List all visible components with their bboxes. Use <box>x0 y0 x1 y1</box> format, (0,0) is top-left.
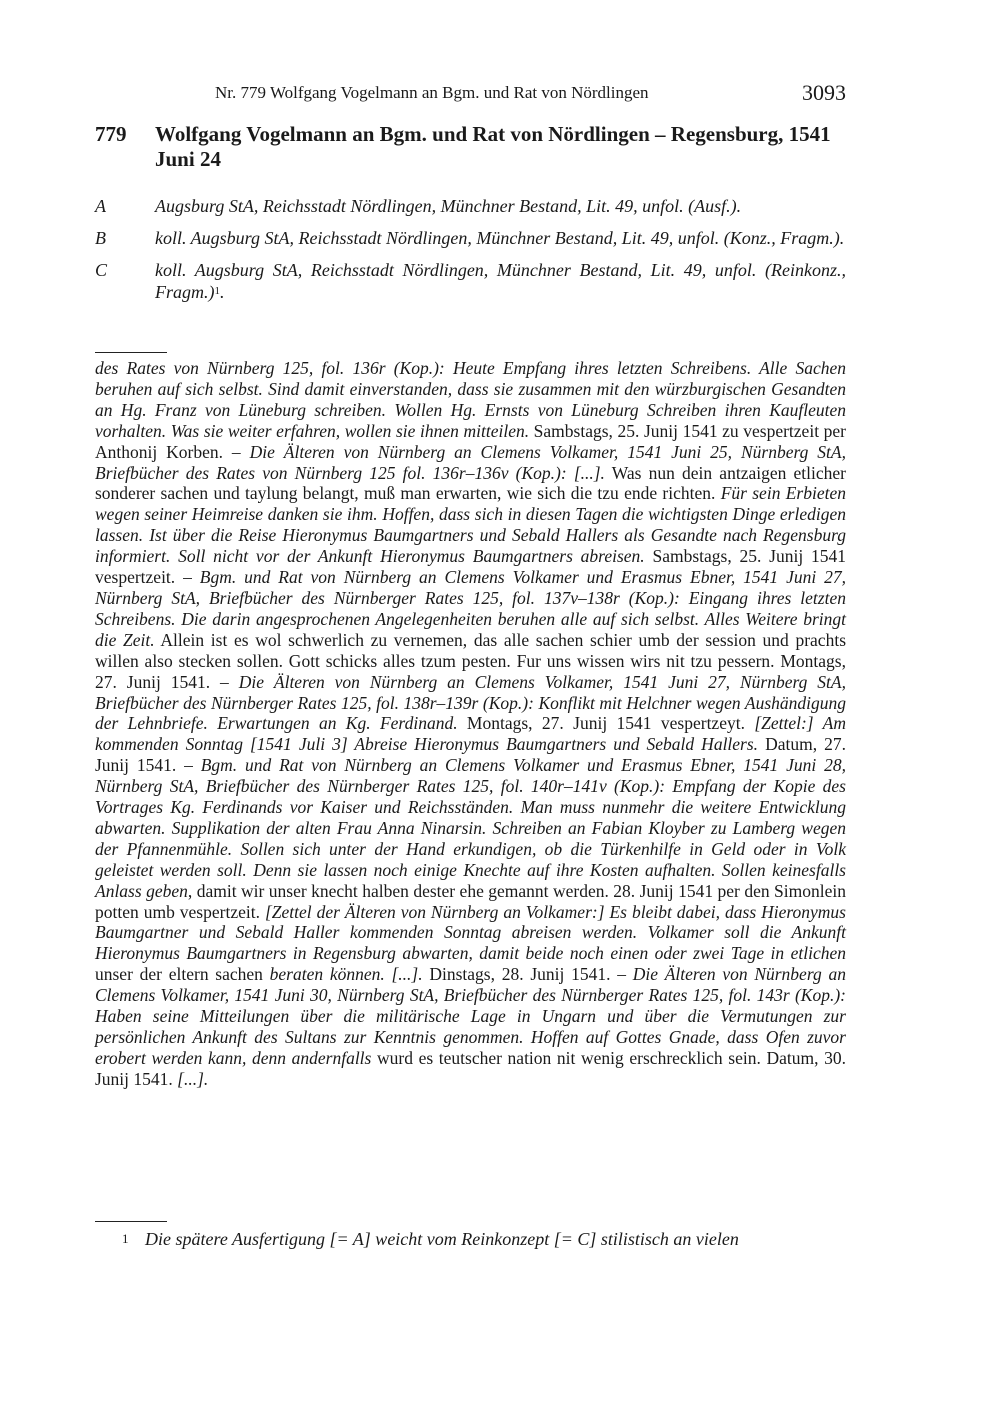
editorial-summary: des Rates von Nürnberg 125, fol. 136r (Kop.): Heute Empfang ihres letzten Schreibens. Alle Sachen beruhen auf sich selbst. Sind damit einverstanden, dass sie zusammen mit den würzburgischen Gesandten an Hg. Franz von Lüneburg schreiben. Wollen Hg. Ernsts von Lüneburg Schreiben ihren Kaufleuten vorhalten. Was sie weiter erfahren, wollen sie ihnen mitteilen. <box>95 358 846 441</box>
source-description: koll. Augsburg StA, Reichsstadt Nördlingen, Münchner Bestand, Lit. 49, unfol. (Reinkonz., Fragm.)$^1$. <box>155 260 846 302</box>
source-description: Augsburg StA, Reichsstadt Nördlingen, Münchner Bestand, Lit. 49, unfol. (Ausf.). <box>155 196 742 216</box>
source-list <box>95 195 846 313</box>
quoted-source-text: Montags, 27. Junij 1541 vespertzeyt. <box>457 713 755 734</box>
source-description: koll. Augsburg StA, Reichsstadt Nördlingen, Münchner Bestand, Lit. 49, unfol. (Konz., Fragm.). <box>155 228 845 248</box>
quoted-source-text: Dinstags, 28. Junij 1541. – <box>422 964 633 985</box>
document-title: Wolfgang Vogelmann an Bgm. und Rat von Nördlingen – Regensburg, 1541 Juni 24 <box>155 122 831 171</box>
quoted-source-text: unser der eltern sachen <box>95 964 270 985</box>
quoted-source-text: Was nun dein antzaigen etlicher sonderer sachen und taylung belangt, muß man erwarten, wie sich die tzu ende richten. <box>95 462 846 504</box>
continued-note-text <box>95 358 846 1090</box>
quoted-source-text: Sambstags, 25. Junij 1541 zu vespertzeit per Anthonij Korben. – <box>95 420 846 462</box>
source-siglum: A <box>95 196 106 216</box>
footnote-text: Die spätere Ausfertigung [= A] weicht vom Reinkonzept [= C] stilistisch an vielen <box>145 1229 739 1249</box>
source-entry <box>95 195 846 217</box>
editorial-summary: Die Älteren von Nürnberg an Clemens Volkamer, 1541 Juni 27, Nürnberg StA, Briefbücher des Nürnberger Rates 125, fol. 138r–139r (Kop.): Konflikt mit Helchner wegen Aushändigung der Lehnbriefe. Erwartungen an Kg. Ferdinand. <box>95 671 846 734</box>
source-siglum: B <box>95 228 106 248</box>
editorial-summary: Für sein Erbieten wegen seiner Heimreise danken sie ihm. Hoffen, dass sich in diesen Tagen die wichtigsten Dinge erledigen lassen. Ist über die Reise Hieronymus Baumgartners und Sebald Hallers als Gesandte nach Regensburg informiert. Soll nicht vor der Ankunft Hieronymus Baumgartners abreisen. <box>95 483 846 567</box>
note-separator <box>95 352 167 353</box>
running-header <box>95 80 846 110</box>
editorial-summary: [Zettel der Älteren von Nürnberg an Volkamer:] Es bleibt dabei, dass Hieronymus Baumgartner und Sebald Haller kommenden Sonntag abreisen werden. Volkamer soll die Ankunft Hieronymus Baumgartners in Regensburg abwarten, damit beide noch einen oder zwei Tage in etlichen <box>95 901 846 964</box>
editorial-summary: Bgm. und Rat von Nürnberg an Clemens Volkamer und Erasmus Ebner, 1541 Juni 28, Nürnberg StA, Briefbücher des Nürnberger Rates 125, fol. 140r–141v (Kop.): Empfang der Kopie des Vortrages Kg. Ferdinands vor Kaiser und Reichsständen. Man muss nunmehr die weitere Entwicklung abwarten. Supplikation der alten Frau Anna Ninarsin. Schreiben an Fabian Kloyber zu Lamberg wegen der Pfannenmühle. Sollen sich unter der Hand erkundigen, ob die Türkenhilfe in Geld oder in Volk geleistet werden soll. Denn sie lassen noch einige Knechte auf ihre Kosten aufhalten. Sollen keinesfalls Anlass geben <box>95 755 846 901</box>
footnote-number: 1 <box>122 1231 129 1246</box>
running-title: Nr. 779 Wolfgang Vogelmann an Bgm. und Rat von Nördlingen <box>215 83 649 102</box>
quoted-source-text: Sambstags, 25. Junij 1541 vespertzeit. – <box>95 546 846 588</box>
editorial-summary: beraten können. [...]. <box>269 964 423 985</box>
document-heading <box>95 122 846 172</box>
footnote-separator <box>95 1221 167 1222</box>
source-siglum: C <box>95 260 108 280</box>
editorial-summary: Die Älteren von Nürnberg an Clemens Volkamer, 1541 Juni 25, Nürnberg StA, Briefbücher des Rates von Nürnberg 125 fol. 136r–136v (Kop.): [...]. <box>95 441 846 483</box>
quoted-source-text: , damit wir unser knecht halben dester ehe gemannt werden. 28. Junij 1541 per den Simonlein potten umb vespertzeit. <box>95 880 846 922</box>
editorial-summary: [Zettel:] Am kommenden Sonntag [1541 Juli 3] Abreise Hieronymus Baumgartners und Sebald Hallers. <box>95 713 846 755</box>
quoted-source-text: Datum, 27. Junij 1541. – <box>95 734 846 776</box>
footnote-marker[interactable]: 1 <box>214 285 220 297</box>
document-number: 779 <box>95 122 127 146</box>
source-entry <box>95 259 846 303</box>
page-number: 3093 <box>802 80 846 105</box>
editorial-summary: Bgm. und Rat von Nürnberg an Clemens Volkamer und Erasmus Ebner, 1541 Juni 27, Nürnberg StA, Briefbücher des Nürnberger Rates 125, fol. 137v–138r (Kop.): Eingang ihres letzten Schreibens. Die darin angesprochenen Angelegenheiten beruhen alle auf sich selbst. Alles Weitere bringt die Zeit. <box>95 567 846 650</box>
editorial-summary: Die Älteren von Nürnberg an Clemens Volkamer, 1541 Juni 30, Nürnberg StA, Briefbücher des Nürnberger Rates 125, fol. 143r (Kop.): Haben seine Mitteilungen über die militärische Lage in Ungarn und über die Vermutungen zur persönlichen Ankunft des Sultans zur Kenntnis genommen. Hoffen auf Gottes Gnade, dass Ofen zuvor erobert werden kann, denn andernfalls <box>95 964 846 1068</box>
quoted-source-text: wurd es teutscher nation nit wenig erschrecklich sein. Datum, 30. Junij 1541. <box>95 1047 846 1089</box>
footnote <box>95 1228 846 1250</box>
editorial-summary: [...]. <box>177 1068 209 1089</box>
quoted-source-text: Allein ist es wol schwerlich zu vernemen, das alle sachen schier umb der session und prachts willen also stecken sollen. Gott schicks alles tzum pesten. Fur uns wissen wirs nit tzu pessern. Montags, 27. Junij 1541. – <box>95 629 847 692</box>
source-entry <box>95 227 846 249</box>
